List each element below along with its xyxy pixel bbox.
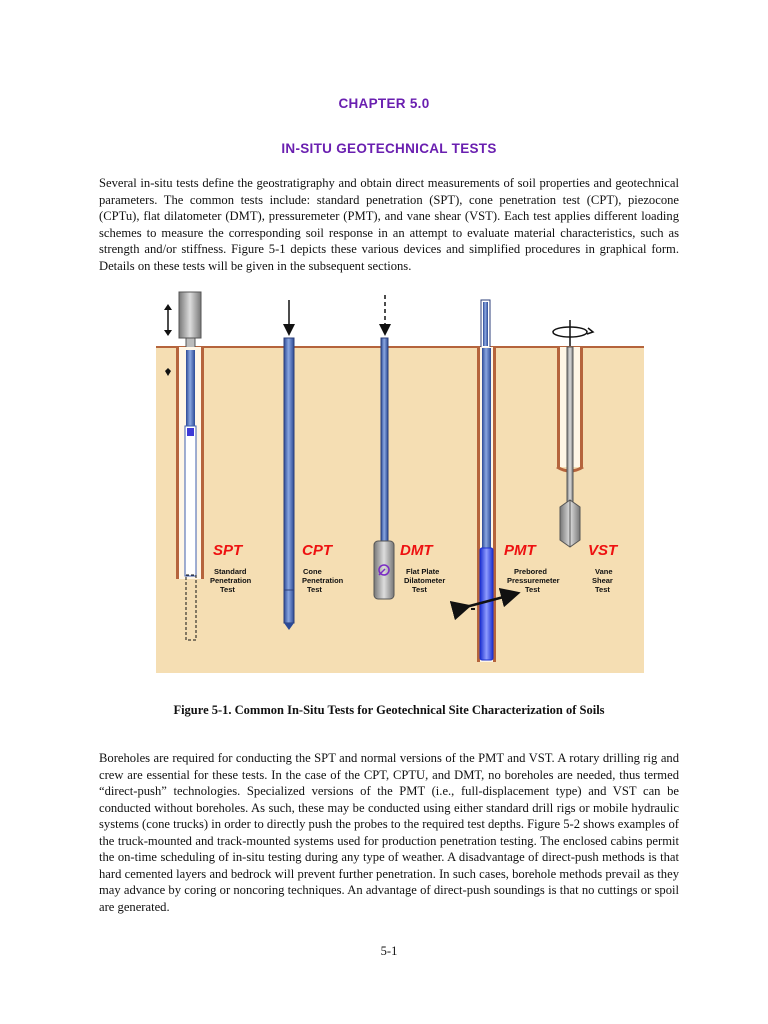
chapter-heading: CHAPTER 5.0 <box>338 96 430 111</box>
pmt-desc-1: Prebored <box>514 567 547 576</box>
pmt-desc-3: Test <box>525 585 540 594</box>
chapter-title: IN-SITU GEOTECHNICAL TESTS <box>281 141 497 156</box>
spt-desc-1: Standard <box>214 567 247 576</box>
vst-desc-3: Test <box>595 585 610 594</box>
spt-desc-3: Test <box>220 585 235 594</box>
page-number: 5-1 <box>380 944 398 958</box>
intro-paragraph: Several in-situ tests define the geostratigraphy and obtain direct measurements of soil properties and geotechnical parameters. The common tests include: standard penetration (SPT), cone penetration test (CPT), piezocone (CPTu), flat dilatometer (DMT), pressuremeter (PMT), and vane shear (VST). Each test applies different loading schemes to measure the corresponding soil response in an attempt to evaluate material characteristics, such as strength and/or stiffness. Figure 5-1 depicts these various devices and simplified procedures in graphical form. Details on these tests will be given in the subsequent sections. <box>99 176 679 273</box>
dmt-desc-2: Dilatometer <box>404 576 446 585</box>
pmt-label: PMT <box>504 542 536 559</box>
cpt-desc-2: Penetration <box>302 576 344 585</box>
pmt-desc-2: Pressuremeter <box>507 576 560 585</box>
dmt-desc-3: Test <box>412 585 427 594</box>
cpt-desc-3: Test <box>307 585 322 594</box>
dmt-label: DMT <box>400 542 433 559</box>
spt-desc-2: Penetration <box>210 576 252 585</box>
vst-label: VST <box>588 542 618 559</box>
figure-caption: Figure 5-1. Common In-Situ Tests for Geotechnical Site Characterization of Soils <box>173 703 605 717</box>
body-paragraph: Boreholes are required for conducting the SPT and normal versions of the PMT and VST. A rotary drilling rig and crew are essential for these tests. In the case of the CPT, CPTU, and DMT, no boreholes are needed, thus termed “direct-push” technologies. Specialized versions of the PMT (i.e., full-displacement type) and VST can be conducted without boreholes. As such, these may be conducted using either standard drill rigs or mobile hydraulic systems (cone trucks) in order to directly push the probes to the required test depths. Figure 5-2 shows examples of the truck-mounted and track-mounted systems used for production penetration testing. The enclosed cabins permit the on-time scheduling of in-situ testing during any type of weather. A disadvantage of direct-push methods is that hard cemented layers and bedrock will prevent further penetration. In such cases, borehole methods prevail as they may advance by coring or noncoring techniques. An advantage of direct-push soundings is that no cuttings or spoil are generated. <box>99 751 679 914</box>
cpt-label: CPT <box>302 542 332 559</box>
cpt-desc-1: Cone <box>303 567 322 576</box>
vst-desc-1: Vane <box>595 567 613 576</box>
spt-label: SPT <box>213 542 243 559</box>
vst-desc-2: Shear <box>592 576 613 585</box>
dmt-desc-1: Flat Plate <box>406 567 440 576</box>
in-situ-tests-figure <box>150 290 650 680</box>
cpt-device-icon <box>284 300 294 630</box>
